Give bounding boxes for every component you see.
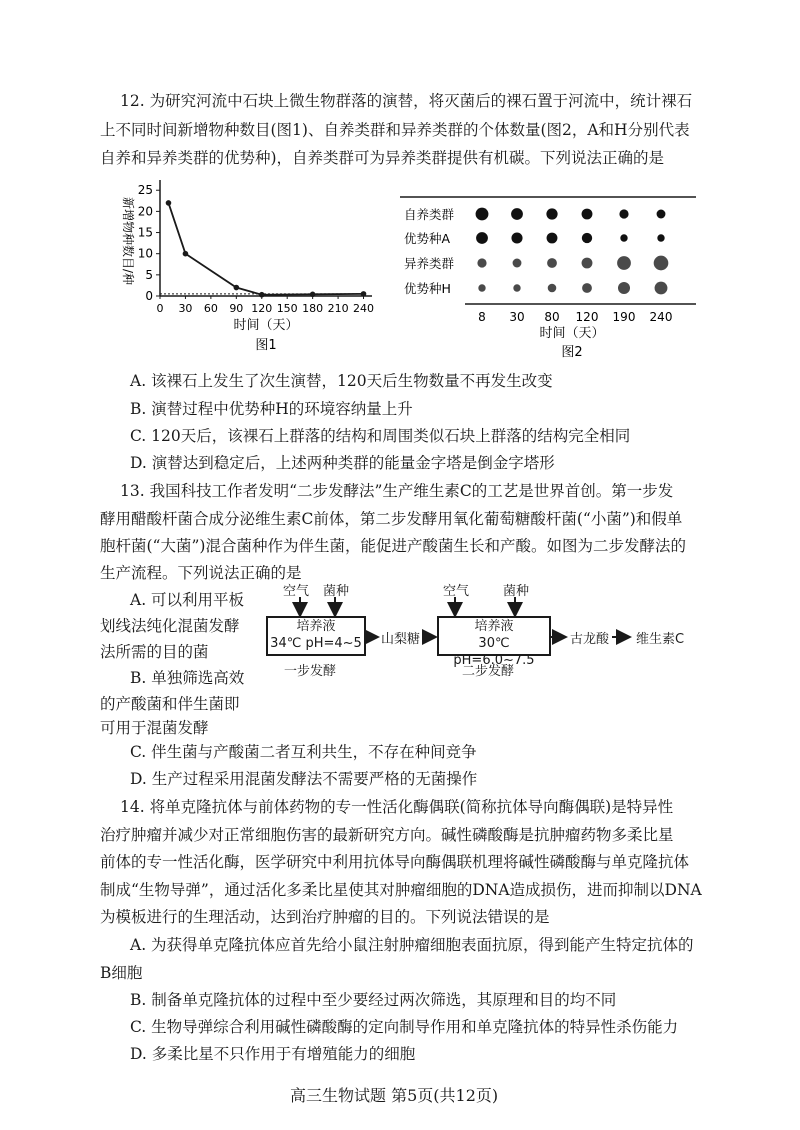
air-label-1: 空气 [283, 584, 310, 599]
step2-box-condition: 30℃ pH=6.0~7.5 [453, 636, 535, 668]
x-tick-label: 240 [353, 302, 375, 315]
bubble [619, 209, 628, 218]
y-tick-label: 10 [137, 246, 153, 261]
x-tick-label: 190 [612, 310, 636, 324]
step1-box-title: 培养液 [296, 619, 336, 634]
q13-option-b-line3: 可用于混菌发酵 [100, 719, 209, 737]
x-axis-title: 时间（天） [539, 326, 605, 341]
sorbose-label: 山梨糖 [381, 632, 421, 647]
bubble [547, 233, 558, 244]
x-tick-label: 90 [229, 302, 244, 315]
q14-option-d: D. 多柔比星不只作用于有增殖能力的细胞 [130, 1045, 416, 1063]
figure-1-line-chart [108, 172, 388, 362]
q14-option-a-line1: A. 为获得单克隆抗体应首先给小鼠注射肿瘤细胞表面抗原，得到能产生特定抗体的 [130, 936, 694, 954]
y-tick-label: 15 [137, 225, 153, 240]
q13-stem-line3: 胞杆菌(“大菌”)混合菌种作为伴生菌，能促进产酸菌生长和产酸。如图为二步发酵法的 [100, 537, 686, 555]
bubble [546, 208, 557, 219]
x-tick-label: 120 [251, 302, 273, 315]
y-axis-title: 新增物种数目/种 [121, 196, 135, 286]
x-tick-label: 240 [649, 310, 673, 324]
y-tick-label: 5 [145, 267, 153, 282]
data-point [361, 291, 367, 297]
x-tick-label: 0 [156, 302, 164, 315]
q13-stem-line1: 13. 我国科技工作者发明“二步发酵法”生产维生素C的工艺是世界首创。第一步发 [120, 482, 674, 500]
bubble [513, 284, 520, 291]
q14-stem-line1: 14. 将单克隆抗体与前体药物的专一性活化酶偶联(简称抗体导向酶偶联)是特异性 [120, 798, 674, 816]
q13-option-b-line2: 的产酸菌和伴生菌即 [100, 695, 240, 713]
row-label: 优势种A [404, 231, 451, 246]
data-point [259, 292, 265, 298]
data-point [166, 200, 172, 206]
figure-2-caption: 图2 [561, 345, 583, 360]
x-tick-label: 210 [327, 302, 349, 315]
step1-culture-box [266, 616, 366, 656]
q14-option-c: C. 生物导弹综合利用碱性磷酸酶的定向制导作用和单克隆抗体的特异性杀伤能力 [130, 1018, 679, 1036]
x-tick-label: 60 [203, 302, 218, 315]
q12-option-c: C. 120天后，该裸石上群落的结构和周围类似石块上群落的结构完全相同 [130, 427, 631, 445]
q14-stem-line3: 前体的专一性活化酶，医学研究中利用抗体导向酶偶联机理将碱性磷酸酶与单克隆抗体 [100, 853, 690, 871]
bubble [657, 234, 664, 241]
q13-option-a-line2: 划线法纯化混菌发酵 [100, 617, 240, 635]
x-tick-label: 30 [509, 310, 525, 324]
q13-option-a-line1: A. 可以利用平板 [130, 591, 245, 609]
bubble [476, 208, 489, 221]
q12-option-b: B. 演替过程中优势种H的环境容纳量上升 [130, 400, 413, 418]
q12-option-a: A. 该裸石上发生了次生演替，120天后生物数量不再发生改变 [130, 372, 553, 390]
bubble [513, 259, 522, 268]
step1-box-condition: 34℃ pH=4~5 [270, 636, 362, 651]
q13-stem-line2: 酵用醋酸杆菌合成分泌维生素C前体，第二步发酵用氧化葡萄糖酸杆菌(“小菌”)和假单 [100, 510, 683, 528]
bubble [511, 232, 522, 243]
bubble [657, 210, 666, 219]
bubble [547, 258, 557, 268]
strain-label-1: 菌种 [323, 584, 350, 599]
figure-2-bubble-chart [400, 188, 700, 363]
bubble [478, 284, 485, 291]
bubble [617, 256, 631, 270]
q14-option-a-line2: B细胞 [100, 964, 143, 982]
x-axis-title: 时间（天） [233, 318, 299, 333]
row-label: 优势种H [404, 281, 451, 296]
data-point [310, 292, 316, 298]
x-tick-label: 8 [478, 310, 486, 324]
gulonic-acid-label: 古龙酸 [570, 632, 610, 647]
bubble [582, 258, 593, 269]
q13-option-b-line1: B. 单独筛选高效 [130, 669, 245, 687]
step2-label: 二步发酵 [462, 664, 515, 679]
y-tick-label: 20 [137, 204, 153, 219]
x-tick-label: 30 [178, 302, 193, 315]
y-tick-label: 0 [145, 289, 153, 303]
bubble [582, 283, 592, 293]
row-label: 异养类群 [404, 256, 455, 271]
q13-option-a-line3: 法所需的目的菌 [100, 643, 209, 661]
q13-option-d: D. 生产过程采用混菌发酵法不需要严格的无菌操作 [130, 770, 478, 788]
q13-stem-line4: 生产流程。下列说法正确的是 [100, 564, 302, 582]
q12-stem-line1: 12. 为研究河流中石块上微生物群落的演替，将灭菌后的裸石置于河流中，统计裸石 [120, 92, 693, 110]
strain-label-2: 菌种 [503, 584, 530, 599]
q14-stem-line2: 治疗肿瘤并减少对正常细胞伤害的最新研究方向。碱性磷酸酶是抗肿瘤药物多柔比星 [100, 826, 674, 844]
step2-box-title: 培养液 [474, 619, 514, 634]
bubble [582, 209, 593, 220]
x-tick-label: 180 [302, 302, 324, 315]
q12-stem-line2: 上不同时间新增物种数目(图1)、自养类群和异养类群的个体数量(图2，A和H分别代表 [100, 121, 690, 139]
vitamin-c-label: 维生素C [636, 632, 685, 647]
y-tick-label: 25 [137, 183, 153, 198]
bubble [654, 256, 669, 271]
page-footer: 高三生物试题 第5页(共12页) [290, 1086, 499, 1105]
x-tick-label: 120 [575, 310, 599, 324]
q14-option-b: B. 制备单克隆抗体的过程中至少要经过两次筛选，其原理和目的均不同 [130, 991, 617, 1009]
q12-stem-line3: 自养和异养类群的优势种)，自养类群可为异养类群提供有机碳。下列说法正确的是 [100, 149, 665, 167]
data-point [234, 285, 240, 291]
bubble [548, 284, 557, 293]
x-tick-label: 150 [276, 302, 298, 315]
bubble [476, 232, 488, 244]
bubble [655, 282, 668, 295]
data-point [183, 251, 189, 257]
bubble [477, 258, 486, 267]
step1-label: 一步发酵 [284, 664, 337, 679]
q14-stem-line4: 制成“生物导弹”，通过活化多柔比星使其对肿瘤细胞的DNA造成损伤，进而抑制以DNA [100, 881, 702, 899]
bubble [582, 233, 592, 243]
bubble [618, 282, 630, 294]
step2-culture-box [437, 616, 551, 668]
air-label-2: 空气 [443, 584, 470, 599]
row-label: 自养类群 [404, 207, 455, 222]
q14-stem-line5: 为模板进行的生理活动，达到治疗肿瘤的目的。下列说法错误的是 [100, 908, 550, 926]
series-line [168, 203, 363, 295]
q13-option-c: C. 伴生菌与产酸菌二者互利共生，不存在种间竞争 [130, 743, 477, 761]
x-tick-label: 80 [544, 310, 560, 324]
q12-option-d: D. 演替达到稳定后，上述两种类群的能量金字塔是倒金字塔形 [130, 454, 555, 472]
bubble [620, 234, 627, 241]
figure-1-caption: 图1 [255, 338, 277, 353]
bubble [511, 208, 523, 220]
